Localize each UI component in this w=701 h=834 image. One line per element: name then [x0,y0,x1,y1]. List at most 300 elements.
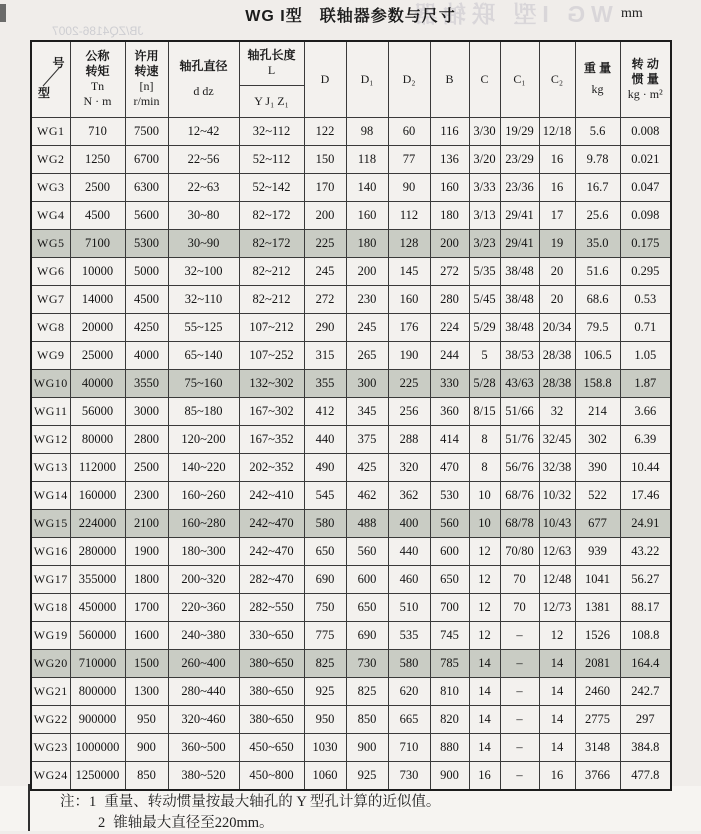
value-cell: 302 [575,425,620,453]
value-cell: – [500,621,539,649]
note-2-text: 锥轴最大直径至220mm。 [113,815,274,831]
value-cell: – [500,649,539,677]
value-cell: 825 [346,677,388,705]
value-cell: 272 [304,285,346,313]
value-cell: 810 [430,677,469,705]
value-cell: 355 [304,369,346,397]
value-cell: 9.78 [575,145,620,173]
value-cell: 245 [346,313,388,341]
value-cell: 450~650 [239,733,304,761]
table-header [31,41,671,117]
value-cell: 6700 [125,145,168,173]
value-cell: 12/48 [539,565,575,593]
value-cell: 25.6 [575,201,620,229]
value-cell: 535 [388,621,430,649]
value-cell: 160000 [70,481,125,509]
value-cell: 244 [430,341,469,369]
value-cell: 5/28 [469,369,500,397]
table-row [31,453,671,481]
value-cell: 650 [346,593,388,621]
value-cell: 362 [388,481,430,509]
value-cell: 3/23 [469,229,500,257]
model-cell: WG12 [31,425,70,453]
value-cell: 160 [346,201,388,229]
value-cell: 19 [539,229,575,257]
header-speed-l2: 转速 [134,64,159,79]
value-cell: 52~112 [239,145,304,173]
value-cell: 164.4 [620,649,671,677]
value-cell: 8 [469,453,500,481]
value-cell: 1600 [125,621,168,649]
table-row [31,733,671,761]
value-cell: 5 [469,341,500,369]
model-cell: WG22 [31,705,70,733]
value-cell: 10 [469,481,500,509]
value-cell: 360 [430,397,469,425]
value-cell: 107~252 [239,341,304,369]
value-cell: 17 [539,201,575,229]
header-inertia [620,41,671,117]
value-cell: 16 [539,761,575,790]
value-cell: 20/34 [539,313,575,341]
value-cell: 710 [70,117,125,145]
table-row [31,537,671,565]
value-cell: 280 [430,285,469,313]
value-cell: 925 [304,677,346,705]
value-cell: 60 [388,117,430,145]
table-row [31,565,671,593]
header-weight-label: 重 量 [583,61,612,76]
value-cell: 0.098 [620,201,671,229]
value-cell: 25000 [70,341,125,369]
value-cell: 280~440 [168,677,239,705]
table-row [31,369,671,397]
value-cell: 14 [469,677,500,705]
value-cell: 82~212 [239,257,304,285]
value-cell: 75~160 [168,369,239,397]
value-cell: 440 [388,537,430,565]
value-cell: 38/48 [500,257,539,285]
value-cell: 56/76 [500,453,539,481]
value-cell: 320~460 [168,705,239,733]
value-cell: 167~302 [239,397,304,425]
model-cell: WG18 [31,593,70,621]
header-speed-l1: 许用 [134,49,159,64]
value-cell: 112 [388,201,430,229]
value-cell: 10000 [70,257,125,285]
header-torque-l2: 转矩 [85,64,110,79]
value-cell: 24.91 [620,509,671,537]
value-cell: 256 [388,397,430,425]
value-cell: 900000 [70,705,125,733]
model-cell: WG11 [31,397,70,425]
value-cell: 650 [304,537,346,565]
value-cell: 85~180 [168,397,239,425]
value-cell: 70 [500,593,539,621]
value-cell: 412 [304,397,346,425]
value-cell: 28/38 [539,341,575,369]
value-cell: 297 [620,705,671,733]
value-cell: 620 [388,677,430,705]
header-inertia-l2: 惯 量 [631,71,659,86]
value-cell: 43/63 [500,369,539,397]
value-cell: 136 [430,145,469,173]
value-cell: 5/35 [469,257,500,285]
value-cell: 5600 [125,201,168,229]
coupling-parameters-table [30,40,672,791]
value-cell: 160~280 [168,509,239,537]
value-cell: 224 [430,313,469,341]
table-row [31,509,671,537]
header-torque-symbol: Tn [90,79,105,94]
value-cell: 745 [430,621,469,649]
value-cell: 0.71 [620,313,671,341]
value-cell: 2500 [70,173,125,201]
value-cell: 29/41 [500,201,539,229]
value-cell: 10.44 [620,453,671,481]
model-cell: WG16 [31,537,70,565]
value-cell: 665 [388,705,430,733]
value-cell: 88.17 [620,593,671,621]
value-cell: 128 [388,229,430,257]
value-cell: 16 [469,761,500,790]
value-cell: 38/48 [500,313,539,341]
value-cell: 490 [304,453,346,481]
table-row [31,173,671,201]
value-cell: 224000 [70,509,125,537]
value-cell: 710000 [70,649,125,677]
value-cell: 20 [539,285,575,313]
value-cell: 600 [346,565,388,593]
value-cell: 8 [469,425,500,453]
value-cell: 384.8 [620,733,671,761]
model-cell: WG9 [31,341,70,369]
value-cell: 55~125 [168,313,239,341]
value-cell: 56.27 [620,565,671,593]
value-cell: 272 [430,257,469,285]
value-cell: 56000 [70,397,125,425]
bleedthrough-standard-code: JB/ZQ4186-2007 [52,24,144,38]
value-cell: 3766 [575,761,620,790]
value-cell: 5/45 [469,285,500,313]
header-bore-length-symbol: L [267,63,276,78]
value-cell: 14000 [70,285,125,313]
value-cell: 176 [388,313,430,341]
value-cell: 260~400 [168,649,239,677]
value-cell: 12~42 [168,117,239,145]
value-cell: 462 [346,481,388,509]
value-cell: 730 [388,761,430,790]
table-row [31,201,671,229]
value-cell: 170 [304,173,346,201]
unit-label: mm [621,6,643,21]
value-cell: 425 [346,453,388,481]
table-row [31,705,671,733]
model-diagonal-line [32,42,69,116]
value-cell: 214 [575,397,620,425]
value-cell: 5300 [125,229,168,257]
model-cell: WG4 [31,201,70,229]
value-cell: 80000 [70,425,125,453]
value-cell: 160 [388,285,430,313]
value-cell: 14 [469,649,500,677]
value-cell: 108.8 [620,621,671,649]
header-speed [125,41,168,117]
table-row [31,621,671,649]
value-cell: 140 [346,173,388,201]
value-cell: 7500 [125,117,168,145]
model-cell: WG24 [31,761,70,790]
value-cell: 2300 [125,481,168,509]
value-cell: 315 [304,341,346,369]
value-cell: 70/80 [500,537,539,565]
value-cell: 82~172 [239,201,304,229]
value-cell: 488 [346,509,388,537]
value-cell: 1250 [70,145,125,173]
value-cell: 282~550 [239,593,304,621]
notes-label: 注： [60,794,89,810]
value-cell: 12 [469,593,500,621]
table-row [31,677,671,705]
note-1-num: 1 [89,794,97,810]
value-cell: 30~90 [168,229,239,257]
value-cell: 14 [539,705,575,733]
value-cell: 1000000 [70,733,125,761]
value-cell: 7100 [70,229,125,257]
value-cell: 120~200 [168,425,239,453]
header-bore-length-label: 轴孔长度 [247,48,296,63]
value-cell: – [500,733,539,761]
model-cell: WG23 [31,733,70,761]
value-cell: 3/30 [469,117,500,145]
value-cell: 380~520 [168,761,239,790]
value-cell: 0.021 [620,145,671,173]
value-cell: 35.0 [575,229,620,257]
value-cell: 820 [430,705,469,733]
value-cell: 200 [304,201,346,229]
value-cell: 82~172 [239,229,304,257]
value-cell: 12 [469,621,500,649]
value-cell: 70 [500,565,539,593]
value-cell: 65~140 [168,341,239,369]
value-cell: 530 [430,481,469,509]
header-speed-symbol: [n] [139,79,154,94]
value-cell: 690 [304,565,346,593]
header-C1: C₁ [500,41,539,117]
value-cell: 800000 [70,677,125,705]
value-cell: 850 [125,761,168,790]
value-cell: 0.295 [620,257,671,285]
model-cell: WG6 [31,257,70,285]
value-cell: 288 [388,425,430,453]
model-cell: WG21 [31,677,70,705]
table-row [31,593,671,621]
value-cell: 900 [430,761,469,790]
value-cell: 2081 [575,649,620,677]
value-cell: 52~142 [239,173,304,201]
value-cell: 145 [388,257,430,285]
value-cell: 240~380 [168,621,239,649]
value-cell: 12 [539,621,575,649]
header-torque [70,41,125,117]
value-cell: 1.87 [620,369,671,397]
value-cell: – [500,761,539,790]
value-cell: 450000 [70,593,125,621]
value-cell: 4500 [70,201,125,229]
value-cell: 116 [430,117,469,145]
value-cell: 580 [304,509,346,537]
value-cell: 785 [430,649,469,677]
value-cell: 190 [388,341,430,369]
value-cell: 560 [430,509,469,537]
value-cell: 825 [304,649,346,677]
model-cell: WG13 [31,453,70,481]
value-cell: 2460 [575,677,620,705]
header-bore-diameter [168,41,239,117]
table-row [31,481,671,509]
value-cell: 77 [388,145,430,173]
value-cell: 180 [430,201,469,229]
value-cell: 245 [304,257,346,285]
header-bore-diameter-symbol: d dz [193,84,214,99]
value-cell: 2100 [125,509,168,537]
value-cell: 200 [430,229,469,257]
model-cell: WG3 [31,173,70,201]
header-model [31,41,70,117]
header-B: B [430,41,469,117]
value-cell: 14 [539,733,575,761]
value-cell: 900 [346,733,388,761]
header-torque-unit: N · m [83,94,112,109]
value-cell: 10 [469,509,500,537]
value-cell: 880 [430,733,469,761]
value-cell: 950 [125,705,168,733]
value-cell: 5/29 [469,313,500,341]
value-cell: 1900 [125,537,168,565]
value-cell: 700 [430,593,469,621]
model-cell: WG19 [31,621,70,649]
table-row [31,117,671,145]
value-cell: 14 [469,733,500,761]
value-cell: 180 [346,229,388,257]
value-cell: 6.39 [620,425,671,453]
value-cell: 220~360 [168,593,239,621]
header-weight [575,41,620,117]
value-cell: 6300 [125,173,168,201]
model-cell: WG8 [31,313,70,341]
value-cell: 43.22 [620,537,671,565]
value-cell: 3/13 [469,201,500,229]
value-cell: 19/29 [500,117,539,145]
value-cell: 600 [430,537,469,565]
header-bore-length [239,41,304,85]
table-body [31,117,671,790]
value-cell: 1700 [125,593,168,621]
value-cell: 300 [346,369,388,397]
page-fold-line [28,784,30,831]
value-cell: 202~352 [239,453,304,481]
header-bore-diameter-label: 轴孔直径 [179,59,228,74]
value-cell: 280000 [70,537,125,565]
value-cell: 750 [304,593,346,621]
value-cell: 32~110 [168,285,239,313]
value-cell: 3/20 [469,145,500,173]
value-cell: 4000 [125,341,168,369]
value-cell: 390 [575,453,620,481]
model-cell: WG7 [31,285,70,313]
value-cell: 0.047 [620,173,671,201]
value-cell: 355000 [70,565,125,593]
value-cell: 22~63 [168,173,239,201]
note-line-1 [60,792,440,813]
value-cell: 12/18 [539,117,575,145]
value-cell: 1.05 [620,341,671,369]
value-cell: 23/29 [500,145,539,173]
value-cell: 82~212 [239,285,304,313]
value-cell: 32/45 [539,425,575,453]
value-cell: 118 [346,145,388,173]
value-cell: 40000 [70,369,125,397]
bleedthrough-title: WG I型 联轴器 [408,1,613,27]
value-cell: 1060 [304,761,346,790]
value-cell: 1500 [125,649,168,677]
page-title: WG I型 联轴器参数与尺寸 [245,8,456,25]
value-cell: 470 [430,453,469,481]
value-cell: 925 [346,761,388,790]
value-cell: 160 [430,173,469,201]
value-cell: 400 [388,509,430,537]
value-cell: 28/38 [539,369,575,397]
value-cell: 16 [539,145,575,173]
value-cell: 242.7 [620,677,671,705]
value-cell: 68/78 [500,509,539,537]
value-cell: 580 [388,649,430,677]
value-cell: 3.66 [620,397,671,425]
value-cell: 230 [346,285,388,313]
model-cell: WG10 [31,369,70,397]
value-cell: 14 [469,705,500,733]
value-cell: 22~56 [168,145,239,173]
header-model-char2: 号 [52,56,65,70]
value-cell: 51/66 [500,397,539,425]
value-cell: 16.7 [575,173,620,201]
value-cell: 414 [430,425,469,453]
value-cell: 710 [388,733,430,761]
value-cell: 510 [388,593,430,621]
value-cell: 380~650 [239,705,304,733]
model-cell: WG2 [31,145,70,173]
value-cell: 900 [125,733,168,761]
table-row [31,649,671,677]
header-inertia-l1: 转 动 [631,56,659,71]
value-cell: 690 [346,621,388,649]
value-cell: 380~650 [239,649,304,677]
value-cell: 132~302 [239,369,304,397]
value-cell: 380~650 [239,677,304,705]
value-cell: 1250000 [70,761,125,790]
value-cell: 32/38 [539,453,575,481]
value-cell: 282~470 [239,565,304,593]
value-cell: 522 [575,481,620,509]
value-cell: 3148 [575,733,620,761]
value-cell: 160~260 [168,481,239,509]
value-cell: 330 [430,369,469,397]
value-cell: 10/32 [539,481,575,509]
value-cell: 29/41 [500,229,539,257]
model-cell: WG17 [31,565,70,593]
value-cell: 38/48 [500,285,539,313]
value-cell: 14 [539,649,575,677]
